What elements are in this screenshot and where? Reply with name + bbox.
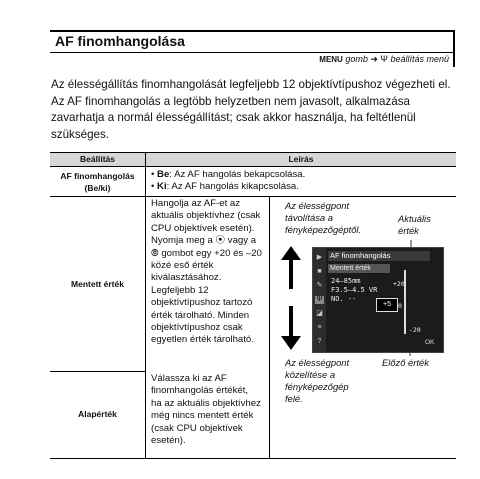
my-menu-icon: ≡ (317, 324, 322, 331)
arrow-icon: ➜ (370, 54, 378, 64)
description-line: még nincs mentett érték (151, 410, 254, 422)
list-item: • Ki: Az AF hangolás kikapcsolása. (151, 181, 299, 193)
arrow-up-icon (281, 246, 301, 260)
description-line: CPU objektívek esetén). (151, 222, 255, 234)
annotation-line: Az élességpont (285, 200, 350, 211)
annotation-line: fényképezőgéptől. (285, 224, 362, 235)
lens-number: NO. -- (331, 295, 357, 303)
option-off: Ki (157, 181, 167, 193)
row-label-line: (Be/ki) (84, 183, 111, 193)
annotation-line: fényképezőgép (285, 381, 349, 392)
description-line: Nyomja meg a ⦿ vagy a (151, 235, 257, 247)
description-line: objektívtípushoz csak (151, 322, 243, 334)
description-line: objektívtípushoz tartozó (151, 297, 253, 309)
scale-zero: 0 (398, 302, 402, 310)
screen-subtitle: Mentett érték (328, 264, 390, 273)
column-header-setting: Beállítás (50, 153, 145, 166)
description-line: Legfeljebb 12 (151, 284, 209, 296)
description-line: aktuális objektívhez (csak (151, 210, 261, 222)
row-label-af-toggle (50, 170, 145, 194)
annotation-near (285, 357, 349, 405)
pencil-icon: ✎ (316, 282, 323, 289)
row-description-saved-value (151, 198, 271, 347)
table-col-rule (145, 152, 146, 459)
option-on: Be (157, 169, 170, 180)
row-label-line: AF finomhangolás (60, 171, 135, 181)
option-on-text: : Az AF hangolás bekapcsolása. (169, 169, 306, 180)
annotation-current-value (398, 213, 431, 237)
menu-target: beállítás menü (387, 54, 449, 64)
description-line: (csak CPU objektívek (151, 422, 243, 434)
description-line: egyetlen érték tárolható. (151, 334, 254, 346)
arrow-up-shaft (289, 259, 293, 289)
retouch-icon: ◪ (316, 310, 323, 317)
annotation-line: érték (398, 225, 419, 236)
section-header (50, 30, 455, 67)
annotation-line: Aktuális (398, 213, 431, 224)
description-line: ⦾ gombot egy +20 és –20 (151, 247, 262, 259)
row-label-saved-value: Mentett érték (71, 279, 124, 289)
scale-bottom: -20 (409, 326, 421, 334)
table-bottom-rule (50, 458, 456, 459)
table-row-rule (50, 371, 146, 372)
annotation-line: felé. (285, 393, 303, 404)
section-title: AF finomhangolása (55, 33, 185, 49)
description-line: kiválasztásához. (151, 272, 222, 284)
intro-paragraph: Az élességállítás finomhangolását legfeljebb 12 objektívtípushoz végezheti el. Az AF finomhangolás a legtöbb helyzetben nem javasolt, alkalmazása zavarhatja a normál élességállítást; csak akkor használja, ha feltétlenül szükséges. (51, 78, 451, 141)
description-line: érték tárolható. Minden (151, 309, 250, 321)
menu-key: MENU (319, 55, 343, 64)
description-line: esetén). (151, 435, 186, 447)
description-line: közé eső érték (151, 260, 214, 272)
description-line: finomhangolás értékét, (151, 385, 249, 397)
help-icon: ? (317, 338, 322, 345)
annotation-line: távolítása a (285, 212, 333, 223)
row-description-af-toggle (151, 169, 451, 194)
scale-top: +20 (393, 280, 405, 288)
menu-text: gomb (342, 54, 371, 64)
row-label-default-value: Alapérték (78, 409, 117, 419)
annotation-far (285, 200, 361, 236)
camera-icon: ■ (317, 268, 322, 275)
lens-aperture: F3.5–4.5 VR (331, 286, 378, 294)
description-line: Válassza ki az AF (151, 373, 227, 384)
setup-icon: Ψ (316, 296, 323, 303)
table-row-rule (50, 196, 456, 197)
adjust-value: +5 (376, 298, 398, 312)
playback-icon: ▶ (316, 254, 323, 261)
arrow-down-shaft (289, 306, 293, 336)
camera-screen (312, 247, 444, 353)
description-line: Hangolja az AF-et az (151, 198, 241, 209)
description-line: ha az aktuális objektívhez (151, 397, 261, 409)
column-header-description: Leírás (146, 153, 456, 166)
table-head-rule (50, 166, 456, 167)
lens-focal: 24–85mm (331, 277, 361, 285)
row-description-default-value (151, 373, 271, 447)
setup-menu-icon: Ψ (380, 54, 388, 64)
annotation-line: közelítése a (285, 369, 336, 380)
annotation-previous-value: Előző érték (382, 357, 429, 368)
annotation-line: Az élességpont (285, 357, 350, 368)
screen-title: AF finomhangolás (328, 251, 430, 261)
screen-sidebar (313, 248, 326, 352)
header-rule (50, 52, 453, 53)
menu-path (319, 54, 449, 65)
ok-label: OK (425, 339, 435, 346)
list-item: • Be: Az AF hangolás bekapcsolása. (151, 169, 306, 180)
arrow-down-icon (281, 336, 301, 350)
option-off-text: : Az AF hangolás kikapcsolása. (166, 181, 299, 193)
